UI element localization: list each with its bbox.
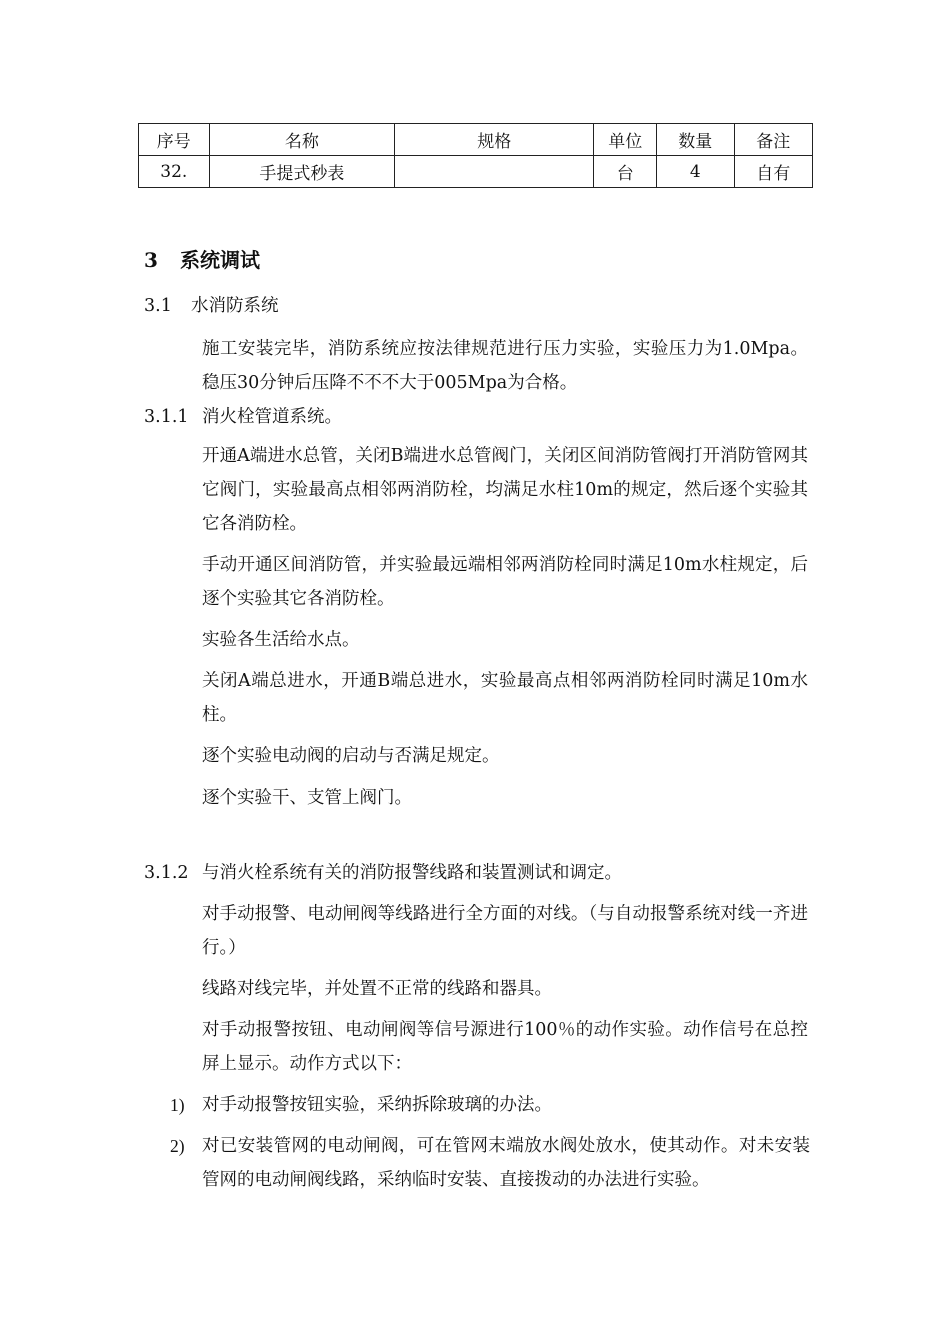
paragraph: 手动开通区间消防管，并实验最远端相邻两消防栓同时满足10m水柱规定，后逐个实验其它各消防栓。 xyxy=(202,555,808,609)
header-cell: 备注 xyxy=(734,124,813,156)
paragraph: 实验各生活给水点。 xyxy=(202,630,360,650)
table-cell: 台 xyxy=(594,156,657,188)
section-3-1-heading xyxy=(144,289,279,323)
list-marker: 1) xyxy=(170,1095,185,1115)
table-cell xyxy=(395,156,594,188)
paragraph: 对手动报警按钮、电动闸阀等信号源进行100％的动作实验。动作信号在总控屏上显示。动作方式以下： xyxy=(202,1020,808,1074)
paragraph: 对手动报警、电动闸阀等线路进行全方面的对线。（与自动报警系统对线一齐进行。） xyxy=(202,904,808,958)
list-item-text: 对已安装管网的电动闸阀，可在管网末端放水阀处放水，使其动作。对未安装管网的电动闸阀线路，采纳临时安装、直接拨动的办法进行实验。 xyxy=(202,1136,810,1190)
header-cell: 数量 xyxy=(657,124,734,156)
section-title: 消火栓管道系统。 xyxy=(202,407,342,427)
section-3-1-2-heading xyxy=(144,856,622,890)
list-item xyxy=(170,1088,810,1122)
paragraph: 线路对线完毕，并处置不正常的线路和器具。 xyxy=(202,979,552,999)
section-number: 3.1.2 xyxy=(144,863,189,883)
list-marker: 2) xyxy=(170,1136,185,1156)
section-3-heading xyxy=(144,244,260,273)
header-cell: 规格 xyxy=(395,124,594,156)
table-cell: 自有 xyxy=(734,156,813,188)
section-title: 系统调试 xyxy=(180,248,260,272)
header-cell: 序号 xyxy=(139,124,210,156)
section-title: 水消防系统 xyxy=(191,296,279,316)
header-cell: 名称 xyxy=(209,124,394,156)
paragraph: 开通A端进水总管，关闭B端进水总管阀门，关闭区间消防管阀打开消防管网其它阀门，实验最高点相邻两消防栓，均满足水柱10m的规定，然后逐个实验其它各消防栓。 xyxy=(202,446,808,534)
list-item xyxy=(170,1129,810,1197)
table-row xyxy=(139,156,813,188)
section-number: 3.1 xyxy=(144,296,172,316)
table-cell: 4 xyxy=(657,156,734,188)
paragraph: 逐个实验干、支管上阀门。 xyxy=(202,788,412,808)
table-header-row xyxy=(139,124,813,156)
equipment-table xyxy=(138,123,813,188)
table-cell: 手提式秒表 xyxy=(209,156,394,188)
section-number: 3 xyxy=(144,248,158,272)
paragraph: 施工安装完毕，消防系统应按法律规范进行压力实验，实验压力为1.0Mpa。稳压30分钟后压降不不不大于005Mpa为合格。 xyxy=(202,339,808,393)
section-number: 3.1.1 xyxy=(144,407,189,427)
section-title: 与消火栓系统有关的消防报警线路和装置测试和调定。 xyxy=(202,863,622,883)
section-3-1-1-heading xyxy=(144,400,342,434)
paragraph: 关闭A端总进水，开通B端总进水，实验最高点相邻两消防栓同时满足10m水柱。 xyxy=(202,671,808,725)
list-item-text: 对手动报警按钮实验，采纳拆除玻璃的办法。 xyxy=(202,1095,552,1115)
table-cell: 32. xyxy=(139,156,210,188)
header-cell: 单位 xyxy=(594,124,657,156)
paragraph: 逐个实验电动阀的启动与否满足规定。 xyxy=(202,746,500,766)
